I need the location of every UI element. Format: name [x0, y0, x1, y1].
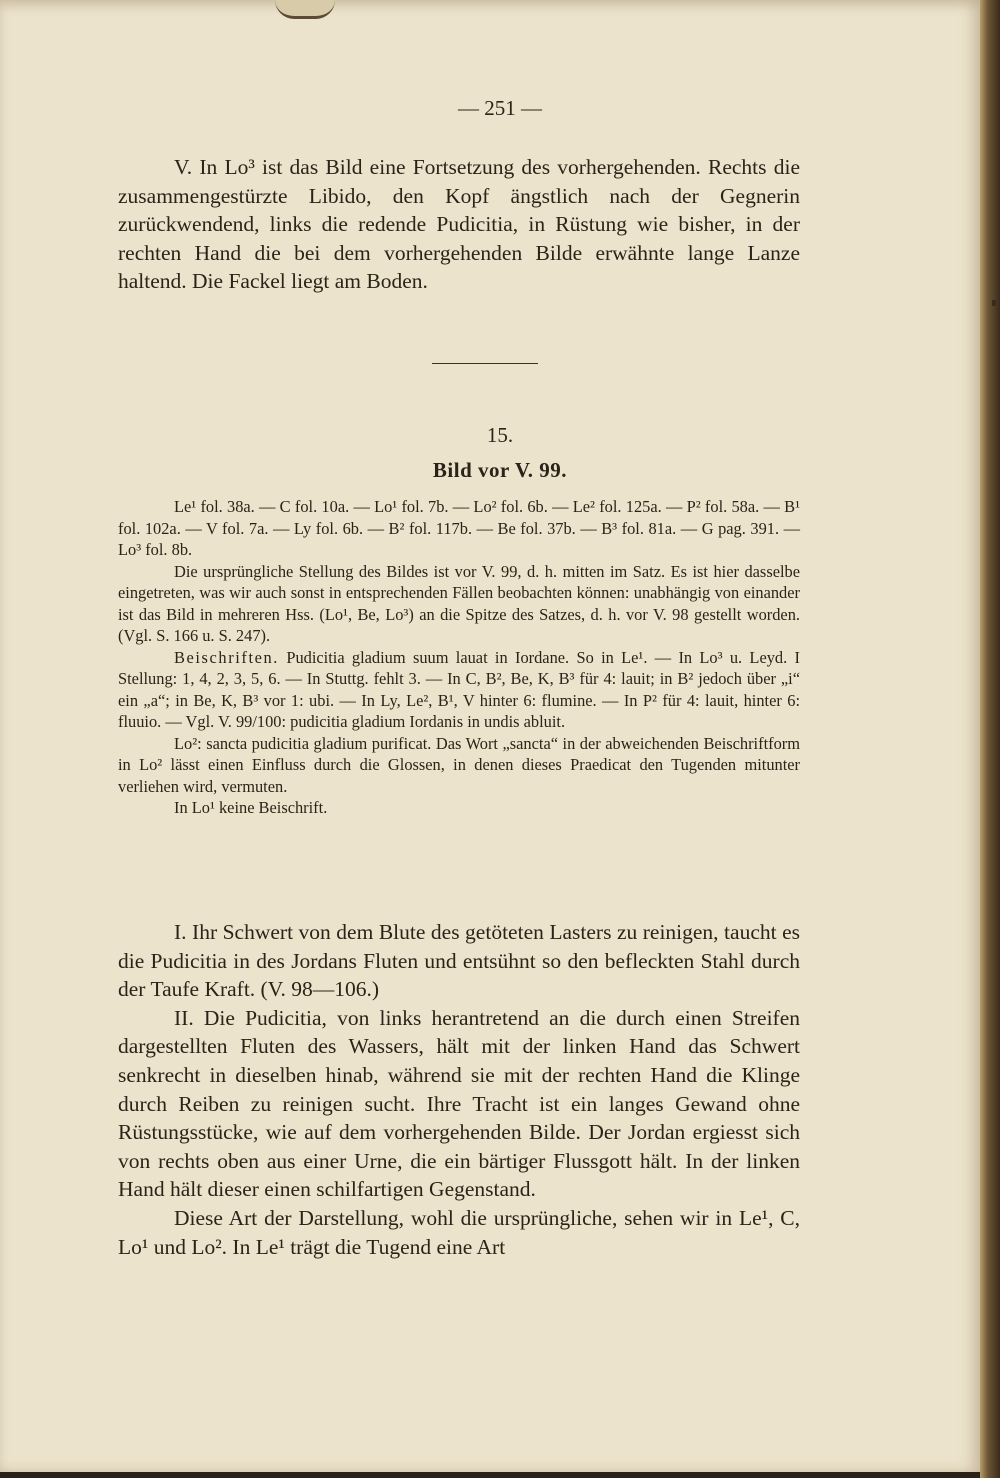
captions-label: Beischriften. — [174, 647, 280, 667]
lo2-note: Lo²: sancta pudicitia gladium purificat. Das Wort „sancta“ in der abweichenden Beischriftform in Lo² lässt einen Einfluss durch die Glossen, in denen dieses Praedicat den Tugenden mitunter verliehen wird, vermuten. — [118, 733, 800, 796]
paragraph-v-text: V. In Lo³ ist das Bild eine Fortsetzung des vorhergehenden. Rechts die zusammengestürzte Libido, den Kopf ängstlich nach der Gegnerin zurückwendend, links die redende Pudicitia, in Rüstung wie bisher, in der rechten Hand die bei dem vorhergehenden Bilde erwähnte lange Lanze haltend. Die Fackel liegt am Boden. — [118, 155, 800, 294]
position-note: Die ursprüngliche Stellung des Bildes ist vor V. 99, d. h. mitten im Satz. Es ist hier dasselbe eingetreten, was wir auch sonst in entsprechenden Fällen beobachten können: unabhängig von einander ist das Bild in mehreren Hss. (Lo¹, Be, Lo³) an die Spitze des Satzes, d. h. vor V. 98 gestellt worden. (Vgl. S. 166 u. S. 247). — [118, 561, 800, 645]
section-title: Bild vor V. 99. — [432, 458, 568, 482]
page-edge — [980, 0, 1000, 1478]
section-number: 15. — [486, 423, 514, 447]
main-paragraphs — [118, 918, 800, 1261]
notes-block — [118, 496, 800, 819]
paragraph-last: Diese Art der Darstellung, wohl die ursprüngliche, sehen wir in Le¹, C, Lo¹ und Lo². In Le¹ trägt die Tugend eine Art — [118, 1205, 800, 1259]
binding-notch — [275, 0, 335, 19]
manuscript-list: Le¹ fol. 38a. — C fol. 10a. — Lo¹ fol. 7b. — Lo² fol. 6b. — Le² fol. 125a. — P² fol. 58a. — B¹ fol. 102a. — V fol. 7a. — Ly fol. 6b. — B² fol. 117b. — Be fol. 37b. — B³ fol. 81a. — G pag. 391. — Lo³ fol. 8b. — [118, 497, 800, 559]
paragraph-i: I. Ihr Schwert von dem Blute des getöteten Lasters zu reinigen, taucht es die Pudicitia in des Jordans Fluten und entsühnt so den befleckten Stahl durch der Taufe Kraft. (V. 98—106.) — [118, 920, 800, 1002]
section-divider — [432, 363, 538, 364]
captions-note: Pudicitia gladium suum lauat in Iordane. So in Le¹. — In Lo³ u. Leyd. I Stellung: 1, 4, 2, 3, 5, 6. — In Stuttg. fehlt 3. — In C, B², Be, K, B³ für 4: lauit; in B² jedoch über „i“ ein „a“; in Be, K, B³ vor 1: ubi. — In Ly, Le², B¹, V hinter 6: flumine. — In P² für 4: lauit, hinter 6: fluuio. — Vgl. V. 99/100: pudicitia gladium Iordanis in undis abluit. — [118, 647, 800, 731]
lo1-note: In Lo¹ keine Beischrift. — [174, 798, 328, 817]
paragraph-v — [118, 153, 800, 296]
page-number: — 251 — — [458, 96, 542, 120]
edge-speck — [992, 300, 996, 306]
paragraph-ii: II. Die Pudicitia, von links herantretend an die durch einen Streifen dargestellten Fluten des Wassers, hält mit der linken Hand das Schwert senkrecht in dieselben hinab, während sie mit der rechten Hand die Klinge durch Reiben zu reinigen sucht. Ihre Tracht ist ein langes Gewand ohne Rüstungsstücke, wie auf dem vorhergehenden Bilde. Der Jordan ergiesst sich von rechts oben aus einer Urne, die ein bärtiger Flussgott hält. In der linken Hand hält dieser einen schilfartigen Gegenstand. — [118, 1005, 800, 1202]
